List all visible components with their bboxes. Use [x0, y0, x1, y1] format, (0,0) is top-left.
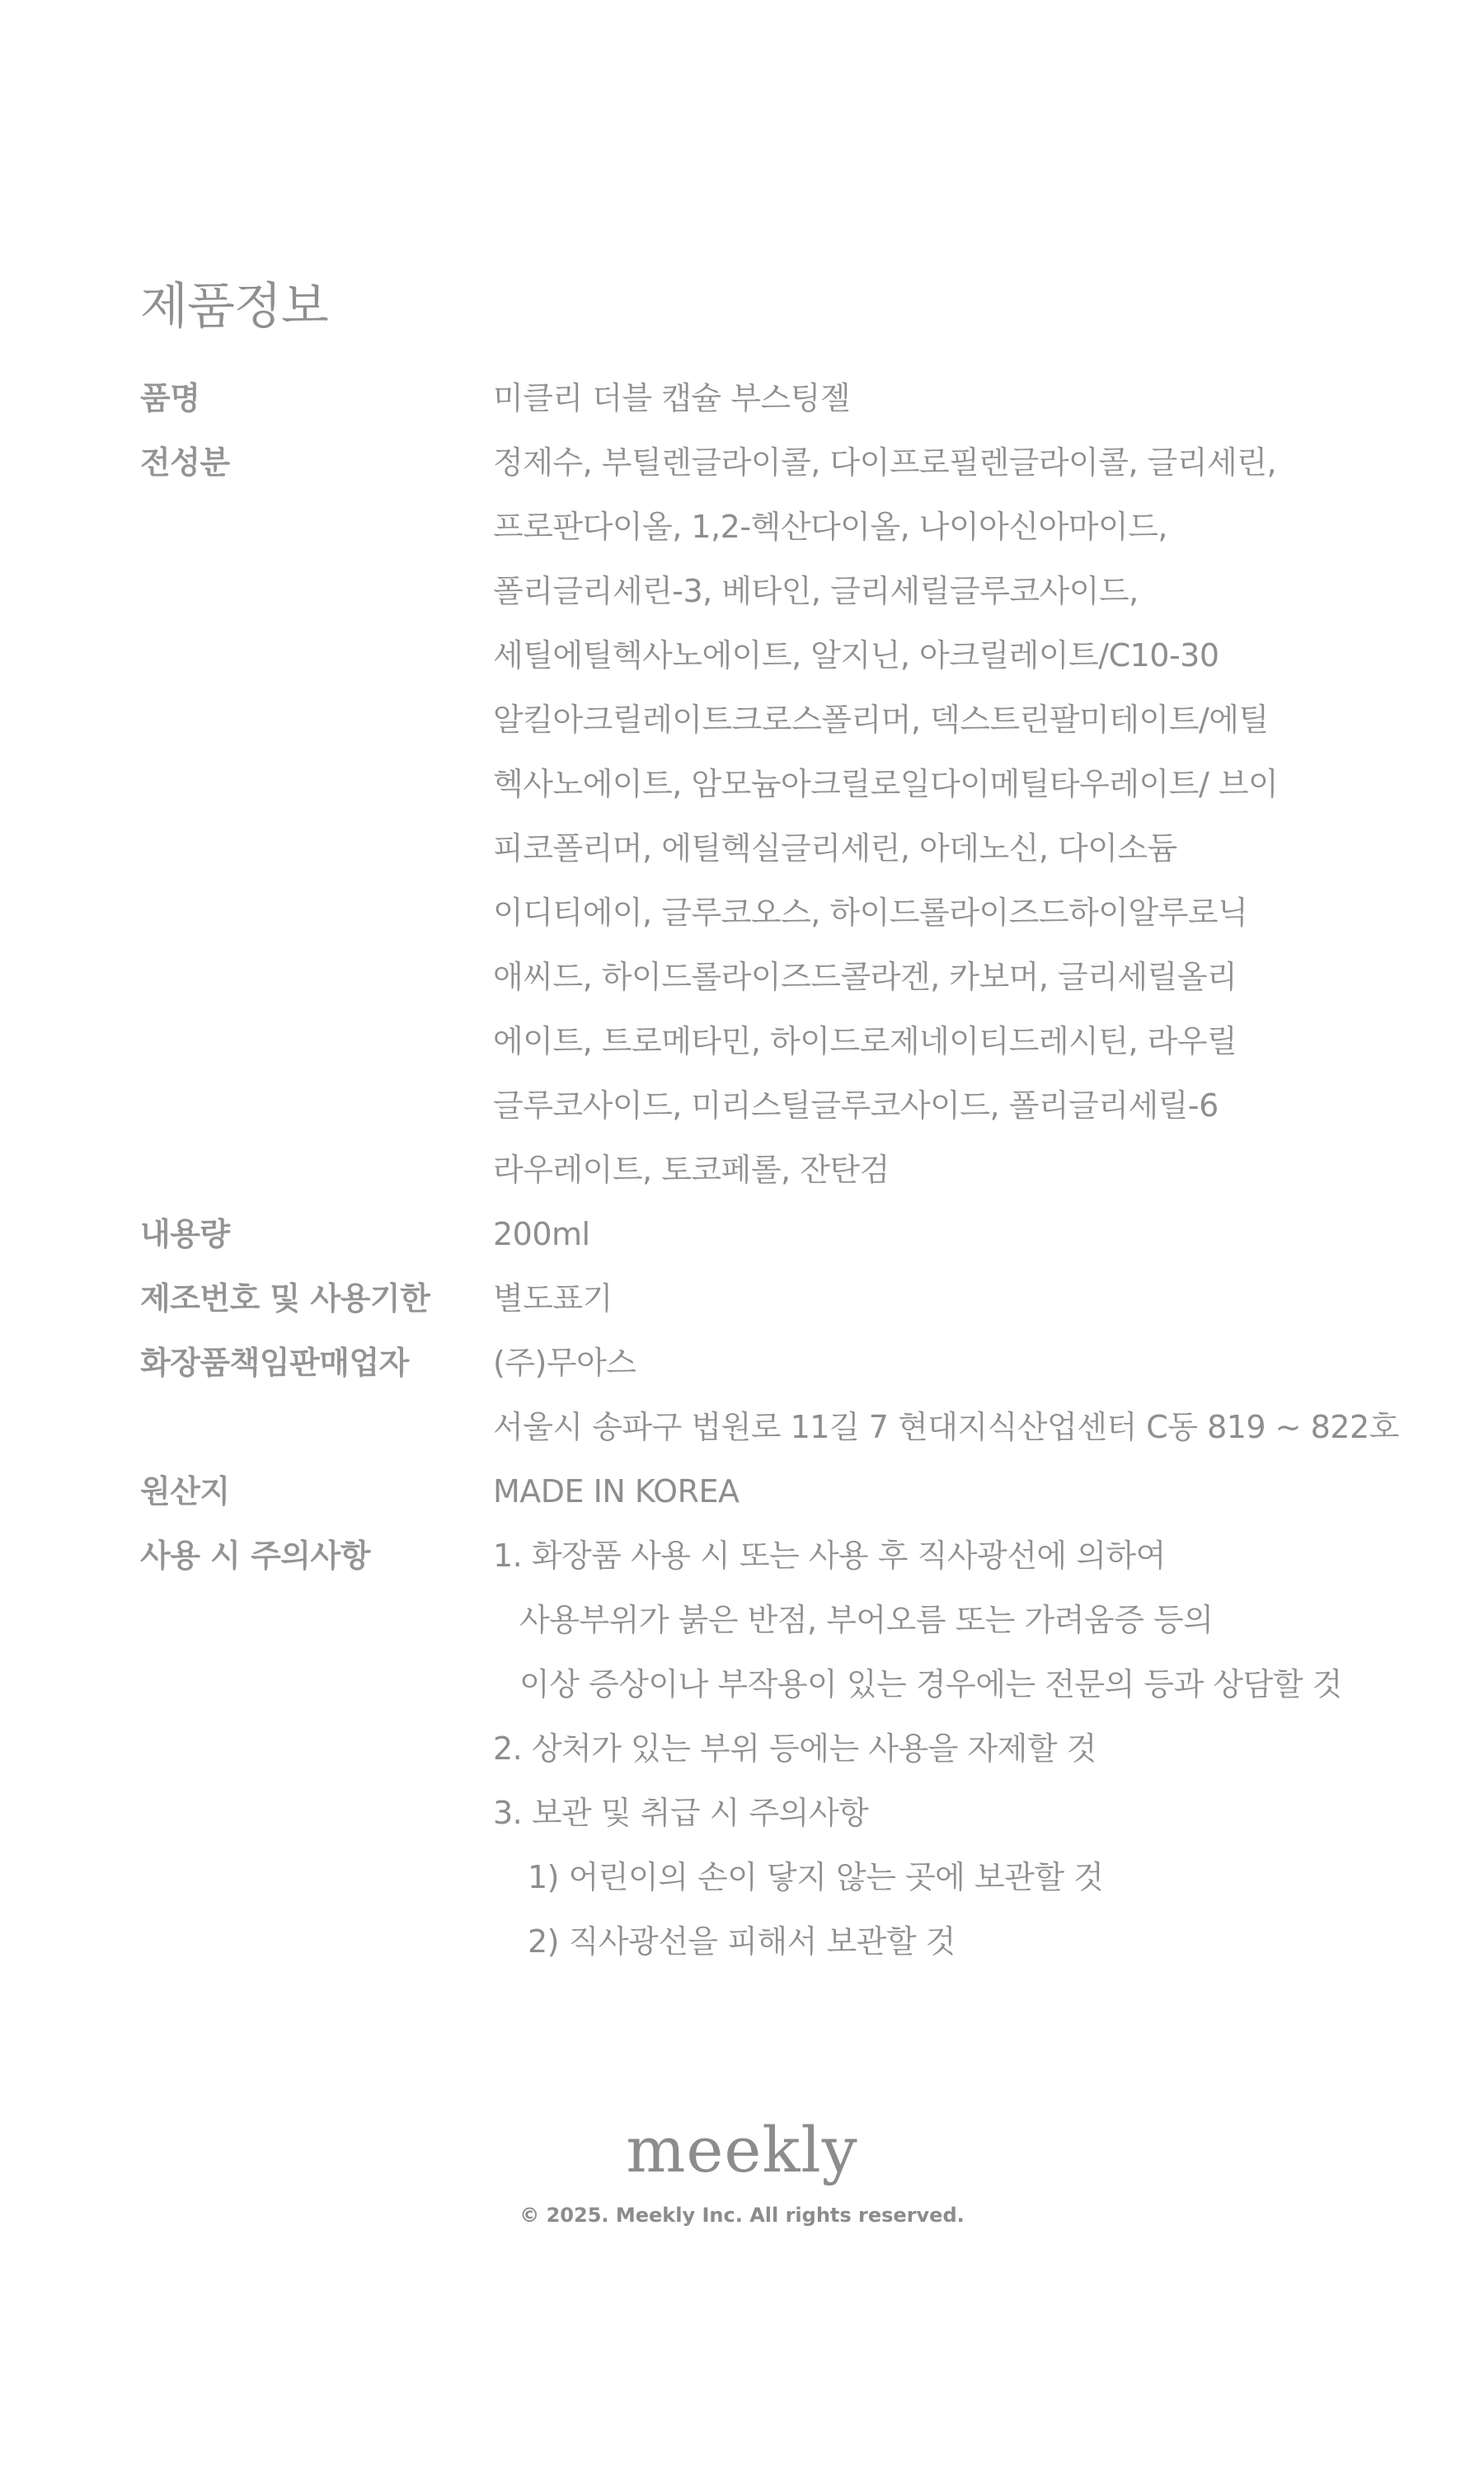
info-value-line: 별도표기 [493, 1280, 613, 1317]
info-label: 전성분 [140, 444, 230, 481]
info-value-line: 정제수, 부틸렌글라이콜, 다이프로필렌글라이콜, 글리세린, [493, 444, 1277, 481]
info-row [140, 1202, 1360, 1266]
info-label: 사용 시 주의사항 [140, 1538, 370, 1574]
info-value-line: 프로판다이올, 1,2-헥산다이올, 나이아신아마이드, [493, 509, 1167, 545]
info-row [140, 366, 1360, 430]
info-value-line: 1. 화장품 사용 시 또는 사용 후 직사광선에 의하여 [493, 1538, 1166, 1574]
info-value-line: 글루코사이드, 미리스틸글루코사이드, 폴리글리세릴-6 [493, 1087, 1219, 1124]
info-value-line: MADE IN KOREA [493, 1473, 740, 1510]
info-value-line: 애씨드, 하이드롤라이즈드콜라겐, 카보머, 글리세릴올리 [493, 959, 1237, 995]
page-title: 제품정보 [140, 278, 328, 336]
info-value-line: 이상 증상이나 부작용이 있는 경우에는 전문의 등과 상담할 것 [519, 1666, 1342, 1702]
info-value [493, 366, 1360, 430]
info-row [140, 1266, 1360, 1331]
info-value-line: 에이트, 트로메타민, 하이드로제네이티드레시틴, 라우릴 [493, 1023, 1237, 1059]
info-value-line: 피코폴리머, 에틸헥실글리세린, 아데노신, 다이소듐 [493, 830, 1177, 866]
product-info-table [140, 366, 1399, 1974]
brand-logo: meekly [626, 2113, 858, 2186]
info-value-line: 2. 상처가 있는 부위 등에는 사용을 자제할 것 [493, 1730, 1097, 1767]
info-label: 품명 [140, 380, 200, 416]
info-row [140, 1459, 1360, 1524]
footer [0, 2111, 1484, 2229]
info-value [493, 1524, 1360, 1974]
info-value-line: 3. 보관 및 취급 시 주의사항 [493, 1795, 869, 1831]
info-value-line: 알킬아크릴레이트크로스폴리머, 덱스트린팔미테이트/에틸 [493, 702, 1269, 738]
info-value [493, 1331, 1399, 1459]
info-row [140, 1524, 1360, 1974]
info-row [140, 1331, 1399, 1459]
info-value-line: 2) 직사광선을 피해서 보관할 것 [528, 1923, 956, 1960]
info-value [493, 1459, 1360, 1524]
info-row [140, 430, 1360, 1202]
copyright-text: © 2025. Meekly Inc. All rights reserved. [519, 2204, 965, 2227]
info-value-line: 폴리글리세린-3, 베타인, 글리세릴글루코사이드, [493, 573, 1139, 609]
info-value-line: 미클리 더블 캡슐 부스팅젤 [493, 380, 851, 416]
info-label: 내용량 [140, 1216, 230, 1252]
info-value-line: 세틸에틸헥사노에이트, 알지닌, 아크릴레이트/C10-30 [493, 637, 1219, 674]
info-label: 제조번호 및 사용기한 [140, 1280, 430, 1317]
info-value [493, 1266, 1360, 1331]
info-value-line: (주)무아스 [493, 1345, 636, 1381]
info-label: 화장품책임판매업자 [140, 1345, 409, 1381]
info-value-line: 1) 어린이의 손이 닿지 않는 곳에 보관할 것 [528, 1859, 1104, 1895]
info-value-line: 서울시 송파구 법원로 11길 7 현대지식산업센터 C동 819 ~ 822호 [493, 1409, 1399, 1445]
info-value [493, 430, 1360, 1202]
info-label: 원산지 [140, 1473, 230, 1510]
info-value-line: 라우레이트, 토코페롤, 잔탄검 [493, 1152, 890, 1188]
info-value-line: 사용부위가 붉은 반점, 부어오름 또는 가려움증 등의 [519, 1602, 1214, 1638]
info-value-line: 헥사노에이트, 암모늄아크릴로일다이메틸타우레이트/ 브이 [493, 766, 1279, 802]
info-value-line: 이디티에이, 글루코오스, 하이드롤라이즈드하이알루로닉 [493, 894, 1248, 931]
info-value-line: 200ml [493, 1216, 590, 1252]
info-value [493, 1202, 1360, 1266]
